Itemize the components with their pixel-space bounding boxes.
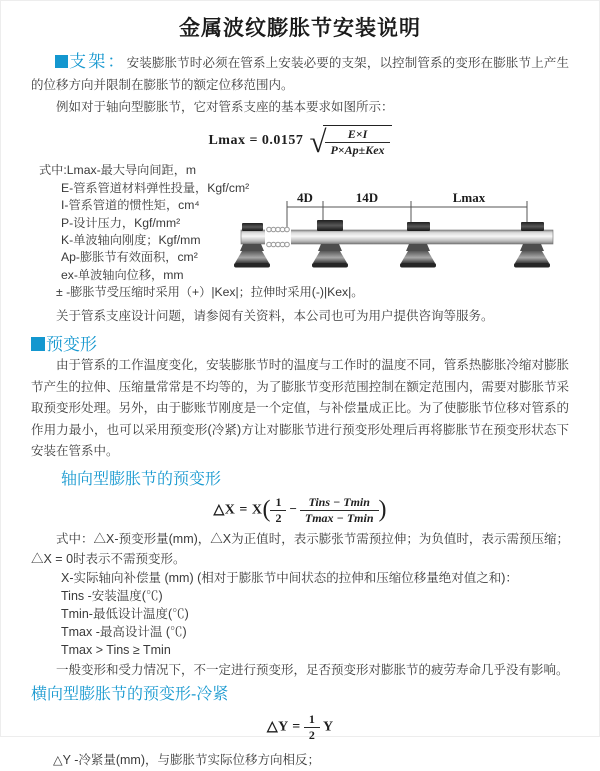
formula-fraction <box>325 128 389 157</box>
fraction-denominator: 2 <box>270 510 286 525</box>
radical-sign-icon: √ <box>309 124 327 160</box>
fraction-denominator: 2 <box>304 727 320 742</box>
lmax-formula <box>31 124 569 160</box>
fraction-numerator: Tins − Tmin <box>308 494 370 509</box>
definition-item: Ap-膨胀节有效面积，cm² <box>61 250 198 265</box>
support-section-heading: 支架： <box>69 52 127 71</box>
formula-lhs: Lmax = 0.0157 <box>208 133 304 149</box>
page-title: 金属波纹膨胀节安装说明 <box>179 17 421 40</box>
definition-item: ± -膨胀节受压缩时采用（+）|Kex|；拉伸时采用(-)|Kex|。 <box>56 285 364 300</box>
support-lead-text: 安装膨胀节时必须在管系上安装必要的支架，以控制管系的变形在膨胀节上产生的位移方向并限制在膨胀节的额定位移范围内。 <box>31 56 569 92</box>
fraction-numerator: 1 <box>275 494 282 509</box>
guide-support <box>400 222 436 268</box>
lateral-predeform-heading: 横向型膨胀节的预变形-冷紧 <box>31 686 229 704</box>
radical <box>309 124 391 160</box>
axial-items-list <box>31 569 569 659</box>
close-paren: ) <box>378 496 387 523</box>
axial-item: X-实际轴向补偿量 (mm) (相对于膨胀节中间状态的拉伸和压缩位移量绝对值之和)： <box>61 571 518 586</box>
support-lead-paragraph <box>31 51 569 96</box>
axial-predeform-heading: 轴向型膨胀节的预变形 <box>61 470 222 488</box>
definition-item: K-单波轴向刚度；Kgf/mm <box>61 233 201 247</box>
fraction-denominator: P×Ap±Kex <box>325 142 389 157</box>
blue-square-icon <box>31 337 45 351</box>
open-paren: ( <box>262 496 271 523</box>
axial-item: Tmax -最高设计温 (℃) <box>61 625 187 640</box>
support-example-text: 例如对于轴向型膨胀节，它对管系支座的基本要求如图所示： <box>56 100 394 114</box>
axial-item: Tmin-最低设计温度(℃) <box>61 607 189 622</box>
half-fraction <box>304 713 320 742</box>
lateral-note-text: △Y -冷紧量(mm)，与膨胀节实际位移方向相反； <box>53 752 321 767</box>
formula-rhs: Y <box>322 719 334 735</box>
formula-lhs: △X = X <box>213 502 263 518</box>
dim-label-14d: 14D <box>355 190 379 206</box>
document-content <box>1 51 599 771</box>
axial-item: Tins -安装温度(℃) <box>61 589 163 604</box>
fraction-denominator: Tmax − Tmin <box>300 510 379 525</box>
anchor-support <box>234 223 270 268</box>
minus-operator: − <box>289 501 297 517</box>
blue-square-icon <box>55 55 68 68</box>
fraction-numerator: E×I <box>347 127 368 141</box>
fraction-numerator: 1 <box>308 712 315 727</box>
dim-label-4d: 4D <box>297 190 313 206</box>
radical-body <box>323 125 391 157</box>
definition-item: E-管系管道材料弹性投量，Kgf/cm² <box>61 180 250 195</box>
predeform-heading-label: 预变形 <box>46 335 97 355</box>
support-note-text: 关于管系支座设计问题，请参阅有关资料，本公司也可为用户提供咨询等服务。 <box>56 309 494 324</box>
predeform-intro-text: 由于管系的工作温度变化，安装膨胀节时的温度与工作时的温度不同，管系热膨胀冷缩对膨胀节产生的拉伸、压缩量常常是不均等的，为了膨胀节变形范围控制在额定范围内，需要对膨胀节采取预变形处理。另外，由于膨账节刚度是一个定值，与补偿量成正比。为了使膨胀节位移对管系的作用力最小，也可以采用预变形(冷紧)方让对膨胀节进行预变形处理后再将膨胀节在预变形状态下安装在管系中。 <box>31 358 569 459</box>
axial-formula-explain: 式中：△X-预变形量(mm)，△X为正值时，表示膨张节需预拉伸；为负值时，表示需预压缩；△X = 0时表示不需预变形。 <box>31 532 569 567</box>
definitions-and-diagram <box>31 162 569 302</box>
definition-item: ex-单波轴向位移，mm <box>61 267 184 282</box>
axial-predeform-formula <box>31 496 569 525</box>
lateral-predeform-formula <box>31 713 569 742</box>
predeform-section-heading <box>31 335 569 355</box>
dim-label-lmax: Lmax <box>452 190 486 206</box>
temperature-fraction <box>300 496 379 525</box>
guide-support <box>514 222 550 268</box>
pipe-support-diagram <box>237 188 577 284</box>
definition-item: P-设计压力，Kgf/mm² <box>61 215 181 230</box>
half-fraction <box>270 496 286 525</box>
definition-item: I-管系管道的惯性矩，cm⁴ <box>61 198 200 213</box>
axial-note-text: 一般变形和受力情况下，不一定进行预变形，足否预变形对膨胀节的疲劳寿命几乎没有影响。 <box>56 663 569 678</box>
bellows <box>265 228 291 248</box>
definition-item: 式中:Lmax-最大导向间距，m <box>39 163 197 178</box>
axial-item: Tmax > Tins ≥ Tmin <box>61 643 171 658</box>
formula-lhs: △Y = <box>266 719 301 735</box>
